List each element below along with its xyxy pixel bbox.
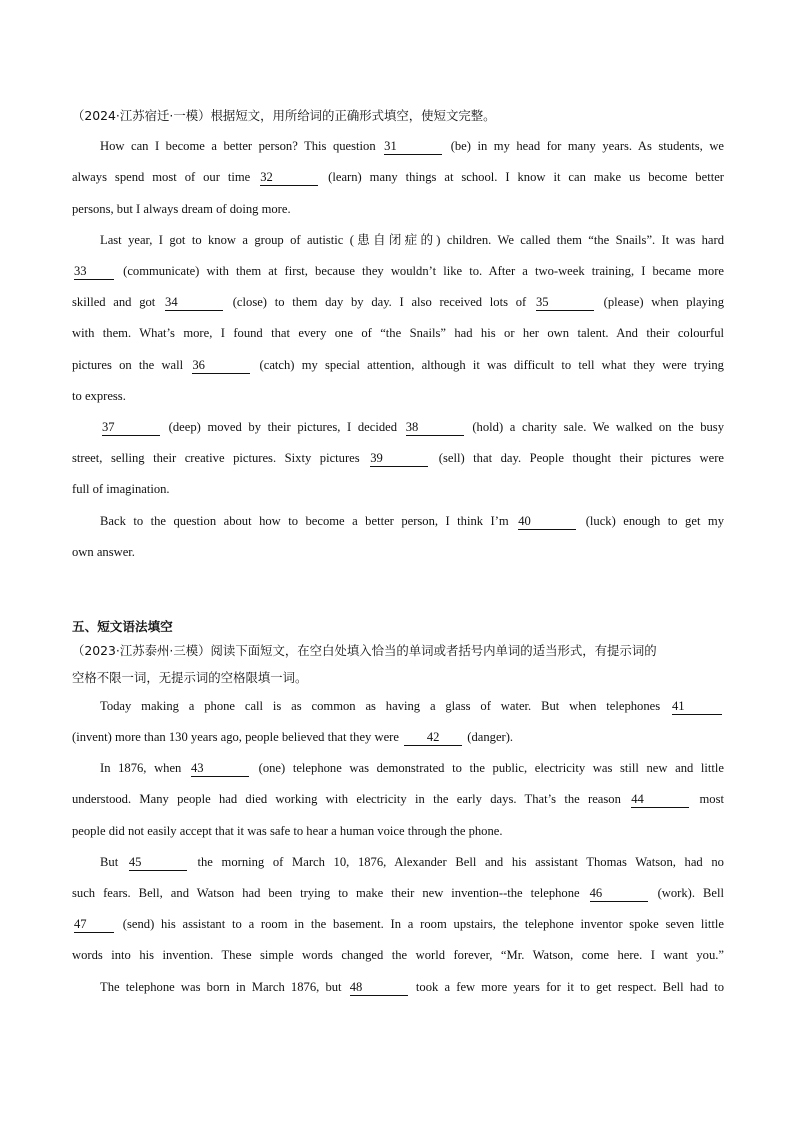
blank-43[interactable]: 43 <box>191 761 249 777</box>
section4-instruction: （2024·江苏宿迁·一模）根据短文，用所给词的正确形式填空，使短文完整。 <box>72 108 496 123</box>
s4-p2-line5: pictures on the wall 36 (catch) my special attention, although it was difficult to tell what they were trying <box>72 357 724 372</box>
blank-44[interactable]: 44 <box>631 792 689 808</box>
s5-p1-line2: (invent) more than 130 years ago, people believed that they were 42 (danger). <box>72 730 514 745</box>
section5-intro-line2: 空格不限一词，无提示词的空格限填一词。 <box>72 669 308 685</box>
s4-p3-line1: 37 (deep) moved by their pictures, I decided 38 (hold) a charity sale. We walked on the busy <box>102 419 724 434</box>
s4-p1-line1: How can I become a better person? This question 31 (be) in my head for many years. As students, we <box>100 139 724 154</box>
s4-p2-line4: with them. What’s more, I found that every one of “the Snails” had his or her own talent. And their colourful <box>72 326 724 341</box>
blank-32[interactable]: 32 <box>260 170 318 186</box>
section5-intro-line1: （2023·江苏泰州·三模）阅读下面短文，在空白处填入恰当的单词或者括号内单词的适当形式，有提示词的 <box>72 642 657 658</box>
s4-p1-line2: always spend most of our time 32 (learn) many things at school. I know it can make us become better <box>72 170 724 185</box>
s5-p4-line1: The telephone was born in March 1876, but 48 took a few more years for it to get respect. Bell had to <box>100 979 724 994</box>
s4-p4-line1: Back to the question about how to become a better person, I think I’m 40 (luck) enough to get my <box>100 513 724 528</box>
s5-p2-line2: understood. Many people had died working with electricity in the early days. That’s the reason 44 most <box>72 792 724 807</box>
blank-42[interactable]: 42 <box>404 730 462 746</box>
s4-p4-line2: own answer. <box>72 544 135 559</box>
blank-41[interactable]: 41 <box>672 699 722 715</box>
blank-38[interactable]: 38 <box>406 420 464 436</box>
s5-p2-line1: In 1876, when 43 (one) telephone was demonstrated to the public, electricity was still new and little <box>100 761 724 776</box>
s4-p2-line6: to express. <box>72 388 126 403</box>
blank-34[interactable]: 34 <box>165 295 223 311</box>
s4-p2-line3: skilled and got 34 (close) to them day by day. I also received lots of 35 (please) when playing <box>72 295 724 310</box>
s5-p3-line2: such fears. Bell, and Watson had been trying to make their new invention--the telephone 46 (work). Bell <box>72 886 724 901</box>
s4-p1-line3: persons, but I always dream of doing more. <box>72 201 291 216</box>
blank-35[interactable]: 35 <box>536 295 594 311</box>
s4-p2-line1: Last year, I got to know a group of autistic (患自闭症的) children. We called them “the Snails”. It was hard <box>100 232 724 247</box>
blank-31[interactable]: 31 <box>384 139 442 155</box>
blank-40[interactable]: 40 <box>518 514 576 530</box>
s5-p3-line4: words into his invention. These simple words changed the world forever, “Mr. Watson, come here. I want you.” <box>72 948 724 963</box>
document-page <box>72 100 724 1003</box>
s4-p2-line2: 33 (communicate) with them at first, because they wouldn’t like to. After a two-week training, I became more <box>74 263 724 278</box>
blank-33[interactable]: 33 <box>74 264 114 280</box>
blank-48[interactable]: 48 <box>350 980 408 996</box>
s5-p3-line3: 47 (send) his assistant to a room in the basement. In a room upstairs, the telephone inventor spoke seven little <box>74 917 724 932</box>
section-spacer <box>72 568 724 617</box>
s5-p1-line1: Today making a phone call is as common as having a glass of water. But when telephones 41 <box>72 691 724 722</box>
s5-p3-line1: But 45 the morning of March 10, 1876, Alexander Bell and his assistant Thomas Watson, had no <box>100 854 724 869</box>
blank-45[interactable]: 45 <box>129 855 187 871</box>
blank-47[interactable]: 47 <box>74 917 114 933</box>
section5-heading: 五、短文语法填空 <box>72 618 173 634</box>
blank-46[interactable]: 46 <box>590 886 648 902</box>
blank-39[interactable]: 39 <box>370 451 428 467</box>
blank-37[interactable]: 37 <box>102 420 160 436</box>
s4-p3-line2: street, selling their creative pictures. Sixty pictures 39 (sell) that day. People thought their pictures were <box>72 451 724 466</box>
s4-p3-line3: full of imagination. <box>72 482 170 497</box>
blank-36[interactable]: 36 <box>192 358 250 374</box>
s5-p2-line3: people did not easily accept that it was safe to hear a human voice through the phone. <box>72 823 503 838</box>
